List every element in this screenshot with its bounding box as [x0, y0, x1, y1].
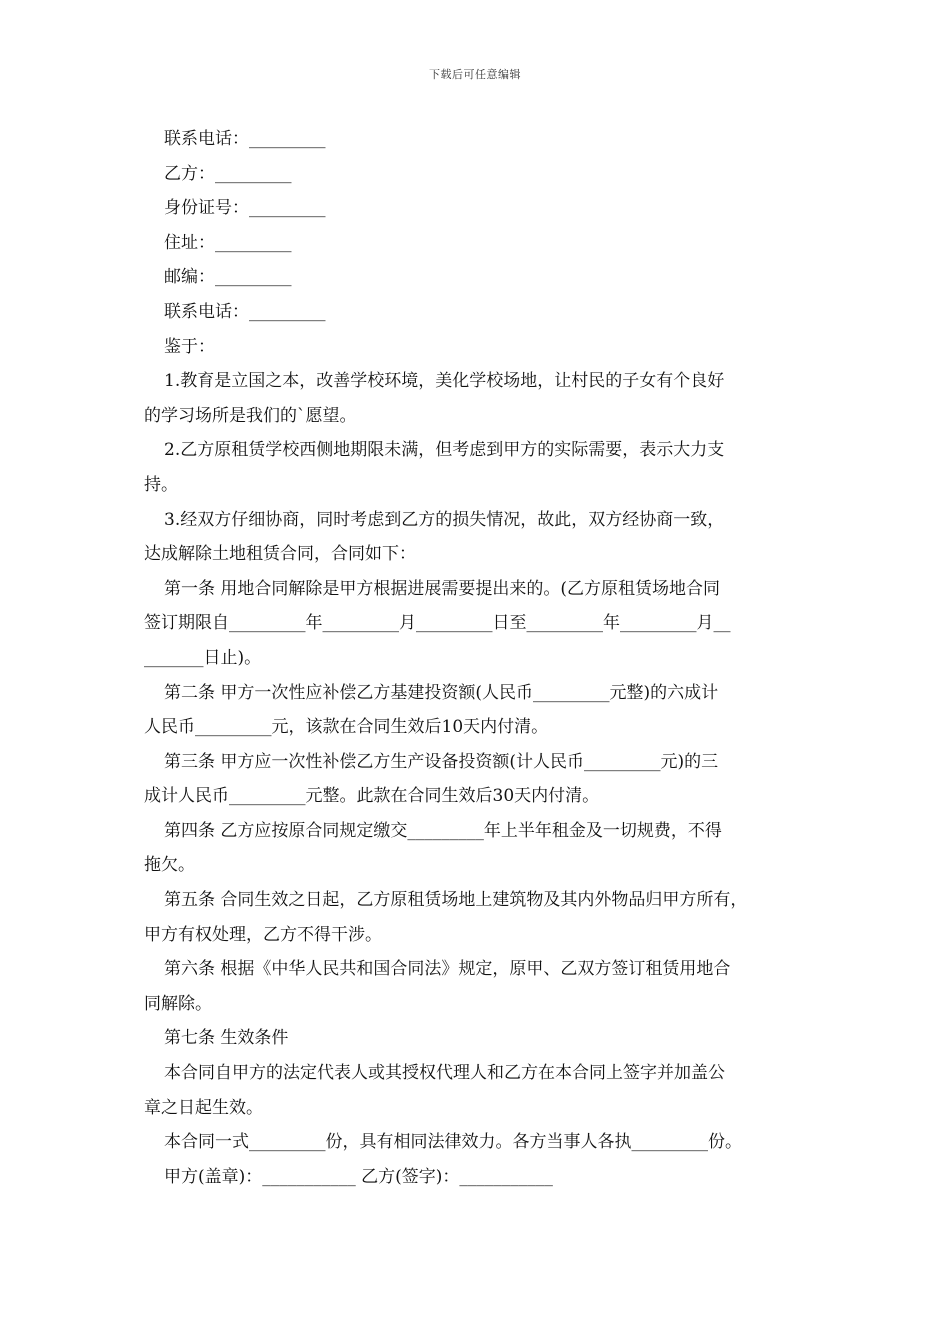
- text-line: 的学习场所是我们的`愿望。: [144, 405, 357, 426]
- text-line: 章之日起生效。: [144, 1097, 263, 1118]
- text-line: 本合同自甲方的法定代表人或其授权代理人和乙方在本合同上签字并加盖公: [164, 1063, 725, 1084]
- text-line: 甲方有权处理，乙方不得干涉。: [144, 924, 382, 945]
- text-line: 签订期限自_________年_________月_________日至_________年_________月__: [144, 613, 731, 634]
- text-line: 身份证号：_________: [164, 198, 326, 219]
- text-line: 持。: [144, 474, 178, 495]
- text-line: 本合同一式_________份，具有相同法律效力。各方当事人各执_________份。: [164, 1132, 742, 1153]
- text-line: _______日止)。: [144, 647, 262, 668]
- text-line: 3.经双方仔细协商，同时考虑到乙方的损失情况，故此，双方经协商一致，: [164, 509, 725, 530]
- text-line: 邮编：_________: [164, 267, 292, 288]
- text-line: 2.乙方原租赁学校西侧地期限未满，但考虑到甲方的实际需要，表示大力支: [164, 440, 725, 461]
- text-line: 联系电话：_________: [164, 129, 326, 149]
- text-line: 第六条 根据《中华人民共和国合同法》规定，原甲、乙双方签订租赁用地合: [164, 959, 731, 980]
- text-line: 1.教育是立国之本，改善学校环境，美化学校场地，让村民的子女有个良好: [164, 371, 725, 392]
- text-line: 第七条 生效条件: [164, 1028, 289, 1049]
- text-line: 同解除。: [144, 993, 212, 1014]
- text-line: 第五条 合同生效之日起，乙方原租赁场地上建筑物及其内外物品归甲方所有，: [164, 890, 748, 911]
- text-line: 甲方(盖章)：___________ 乙方(签字)：___________: [164, 1166, 553, 1187]
- text-line: 人民币_________元，该款在合同生效后10天内付清。: [144, 717, 549, 738]
- text-line: 第四条 乙方应按原合同规定缴交_________年上半年租金及一切规费，不得: [164, 820, 722, 841]
- text-line: 鉴于：: [164, 336, 215, 357]
- text-line: 第一条 用地合同解除是甲方根据进展需要提出来的。(乙方原租赁场地合同: [164, 578, 721, 599]
- document-body: [144, 122, 809, 1194]
- header-note: 下载后可任意编辑: [429, 68, 521, 81]
- text-line: 乙方：_________: [164, 163, 292, 184]
- text-line: 联系电话：_________: [164, 301, 326, 322]
- text-line: 第二条 甲方一次性应补偿乙方基建投资额(人民币_________元整)的六成计: [164, 682, 719, 703]
- text-line: 住址：_________: [164, 232, 292, 253]
- text-line: 拖欠。: [144, 855, 195, 876]
- text-line: 成计人民币_________元整。此款在合同生效后30天内付清。: [144, 786, 600, 807]
- text-line: 达成解除土地租赁合同，合同如下：: [144, 544, 416, 565]
- text-line: 第三条 甲方应一次性补偿乙方生产设备投资额(计人民币_________元)的三: [164, 751, 719, 772]
